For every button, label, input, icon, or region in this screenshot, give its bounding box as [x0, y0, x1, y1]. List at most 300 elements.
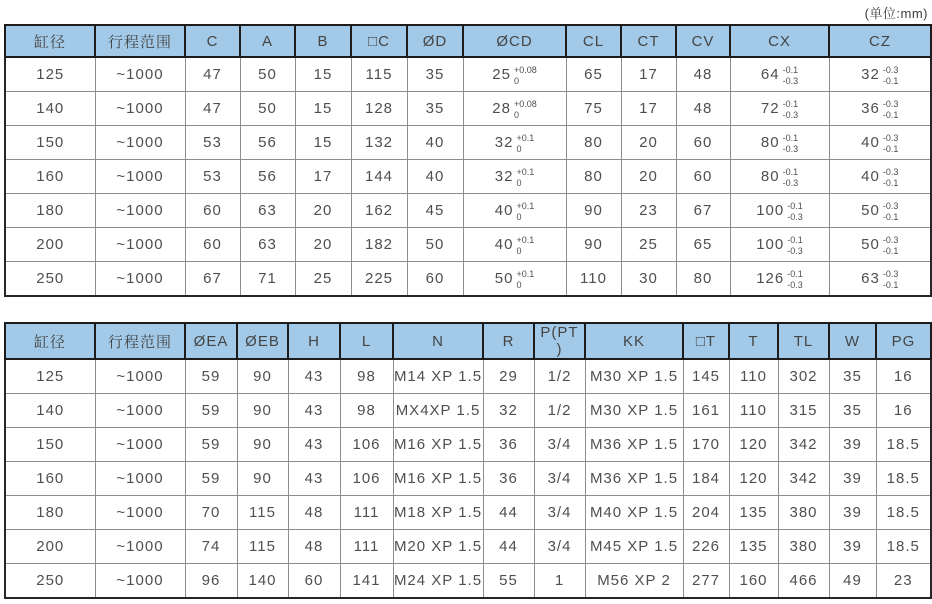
table-cell: 40 [407, 126, 463, 160]
tolerance-stack [883, 269, 899, 290]
column-header: KK [585, 323, 683, 359]
tolerance-lower: -0.1 [882, 177, 899, 188]
toleranced-value [492, 98, 536, 119]
cell-value: 50 [861, 202, 880, 219]
column-header: PG [876, 323, 931, 359]
table-cell: 60 [407, 262, 463, 297]
table-cell [730, 57, 829, 92]
column-header: T [729, 323, 778, 359]
table-cell: 25 [621, 228, 676, 262]
cell-value: 40 [494, 236, 514, 253]
tolerance-stack [883, 235, 899, 256]
table-cell: 47 [185, 57, 240, 92]
table-cell: 39 [829, 428, 876, 462]
table-cell: 56 [240, 126, 295, 160]
table-cell [463, 228, 566, 262]
table-cell: ~1000 [95, 228, 185, 262]
table-cell: 60 [185, 194, 240, 228]
tolerance-lower: -0.3 [787, 211, 803, 222]
cell-value: 64 [760, 66, 780, 83]
column-header: ØEB [237, 323, 288, 359]
tolerance-stack [883, 99, 899, 120]
table-cell: 50 [240, 92, 295, 126]
tolerance-stack [514, 99, 537, 120]
table-cell [463, 92, 566, 126]
table-cell: 200 [5, 228, 95, 262]
table-cell: 32 [483, 394, 534, 428]
table-cell: 132 [351, 126, 407, 160]
table-cell: 55 [483, 564, 534, 599]
table-cell: 20 [295, 194, 351, 228]
table-cell [829, 92, 931, 126]
table-cell: 63 [240, 194, 295, 228]
tolerance-upper: +0.1 [516, 201, 535, 212]
table-cell: 67 [676, 194, 730, 228]
table-cell: 53 [185, 160, 240, 194]
table-cell: 141 [340, 564, 393, 599]
table-cell: 18.5 [876, 462, 931, 496]
table-cell: 226 [683, 530, 729, 564]
toleranced-value [861, 200, 898, 221]
tolerance-stack [883, 65, 899, 86]
table-cell: 65 [566, 57, 621, 92]
table-cell: 90 [566, 194, 621, 228]
cell-value: 40 [861, 134, 880, 151]
column-header: CZ [829, 25, 931, 57]
tolerance-stack [787, 269, 803, 290]
table-cell: M36 XP 1.5 [585, 462, 683, 496]
table-cell: 44 [483, 530, 534, 564]
column-header: CV [676, 25, 730, 57]
table-row [5, 92, 931, 126]
tolerance-stack [516, 235, 534, 256]
header-row [5, 25, 931, 57]
table-row [5, 359, 931, 394]
column-header: N [393, 323, 483, 359]
toleranced-value [861, 64, 898, 85]
tolerance-upper: +0.1 [516, 133, 535, 144]
column-header: CX [730, 25, 829, 57]
table-cell: 20 [621, 126, 676, 160]
table-cell: 80 [566, 160, 621, 194]
table-cell [730, 160, 829, 194]
table-cell: 135 [729, 530, 778, 564]
table-row [5, 194, 931, 228]
column-header: H [288, 323, 340, 359]
table-cell: ~1000 [95, 394, 185, 428]
tolerance-stack [783, 65, 799, 86]
tolerance-lower: 0 [513, 75, 519, 86]
cell-value: 100 [756, 236, 785, 253]
table-cell [829, 57, 931, 92]
table-cell: 204 [683, 496, 729, 530]
tolerance-lower: -0.3 [782, 75, 799, 86]
table-cell: 162 [351, 194, 407, 228]
table-cell: 17 [295, 160, 351, 194]
table-cell: 36 [483, 428, 534, 462]
tolerance-lower: 0 [516, 211, 522, 222]
table-cell: M30 XP 1.5 [585, 359, 683, 394]
cell-value: 80 [760, 168, 780, 185]
table-cell: 140 [5, 92, 95, 126]
table-cell: 225 [351, 262, 407, 297]
table-cell: 71 [240, 262, 295, 297]
table-cell: 20 [295, 228, 351, 262]
toleranced-value [495, 200, 534, 221]
cell-value: 32 [861, 66, 880, 83]
cell-value: 126 [756, 270, 785, 287]
table-cell [829, 194, 931, 228]
table-cell: 380 [778, 496, 829, 530]
tolerance-stack [516, 201, 534, 222]
table-cell: 67 [185, 262, 240, 297]
toleranced-value [861, 268, 898, 289]
table-cell: 48 [288, 496, 340, 530]
tolerance-lower: -0.1 [882, 245, 899, 256]
table-cell: 60 [676, 126, 730, 160]
table-cell: 98 [340, 394, 393, 428]
table-cell: ~1000 [95, 462, 185, 496]
table-cell [463, 57, 566, 92]
column-header: 缸径 [5, 323, 95, 359]
tolerance-lower: 0 [516, 279, 522, 290]
table-cell: 1 [534, 564, 585, 599]
table-cell: 115 [351, 57, 407, 92]
table-cell: 39 [829, 530, 876, 564]
table-cell: 59 [185, 428, 237, 462]
table-cell: 43 [288, 428, 340, 462]
tolerance-upper: -0.3 [882, 201, 899, 212]
table-cell: M40 XP 1.5 [585, 496, 683, 530]
cell-value: 25 [492, 66, 511, 83]
tolerance-stack [783, 167, 799, 188]
table-cell: 29 [483, 359, 534, 394]
table-cell: M45 XP 1.5 [585, 530, 683, 564]
toleranced-value [756, 268, 803, 289]
table-cell: ~1000 [95, 359, 185, 394]
table-cell [730, 194, 829, 228]
table-cell: 44 [483, 496, 534, 530]
table-row [5, 228, 931, 262]
cell-value: 72 [760, 100, 780, 117]
tolerance-upper: +0.1 [516, 167, 535, 178]
tolerance-stack [783, 99, 799, 120]
table-cell: 160 [5, 160, 95, 194]
table-cell: 74 [185, 530, 237, 564]
table-cell: 39 [829, 462, 876, 496]
tolerance-stack [883, 167, 899, 188]
column-header: TL [778, 323, 829, 359]
toleranced-value [761, 166, 798, 187]
column-header: C [185, 25, 240, 57]
tolerance-upper: -0.3 [882, 65, 899, 76]
table-body [5, 57, 931, 296]
table-cell: 145 [683, 359, 729, 394]
table-cell: 180 [5, 496, 95, 530]
column-header: ØD [407, 25, 463, 57]
table-cell [463, 262, 566, 297]
table-cell: 140 [237, 564, 288, 599]
toleranced-value [492, 64, 536, 85]
table-cell: 56 [240, 160, 295, 194]
table-cell: 43 [288, 394, 340, 428]
tolerance-lower: -0.1 [882, 143, 899, 154]
table-cell: 200 [5, 530, 95, 564]
table-cell: M18 XP 1.5 [393, 496, 483, 530]
tolerance-lower: -0.3 [782, 143, 799, 154]
table-cell: 90 [237, 462, 288, 496]
table-cell: 135 [729, 496, 778, 530]
table-cell: 1/2 [534, 359, 585, 394]
table-cell: 59 [185, 359, 237, 394]
table-cell: M16 XP 1.5 [393, 462, 483, 496]
table-cell [730, 262, 829, 297]
table-cell: 150 [5, 428, 95, 462]
table-cell: 180 [5, 194, 95, 228]
table-cell: 18.5 [876, 428, 931, 462]
table-cell: 250 [5, 564, 95, 599]
table-cell: M16 XP 1.5 [393, 428, 483, 462]
table-cell: 80 [566, 126, 621, 160]
tolerance-lower: -0.1 [882, 279, 899, 290]
table-cell: ~1000 [95, 160, 185, 194]
cell-value: 40 [494, 202, 514, 219]
table-cell: 75 [566, 92, 621, 126]
tolerance-stack [787, 235, 803, 256]
column-header: ØCD [463, 25, 566, 57]
table-cell: 30 [621, 262, 676, 297]
cell-value: 40 [861, 168, 880, 185]
toleranced-value [761, 132, 798, 153]
column-header: 行程范围 [95, 25, 185, 57]
table-cell: 90 [566, 228, 621, 262]
table-cell: 106 [340, 428, 393, 462]
tolerance-upper: -0.3 [882, 269, 899, 280]
toleranced-value [861, 98, 898, 119]
table-cell: ~1000 [95, 194, 185, 228]
table-cell: 106 [340, 462, 393, 496]
table-cell: 380 [778, 530, 829, 564]
table-cell [463, 126, 566, 160]
table-cell: 60 [676, 160, 730, 194]
table-cell: 18.5 [876, 496, 931, 530]
table-cell: 36 [483, 462, 534, 496]
table-cell: 48 [288, 530, 340, 564]
column-header: □T [683, 323, 729, 359]
table-cell: 342 [778, 462, 829, 496]
column-header: □C [351, 25, 407, 57]
table-cell: 40 [407, 160, 463, 194]
dimension-table-upper [4, 24, 932, 297]
table-cell: ~1000 [95, 428, 185, 462]
table-cell: 59 [185, 462, 237, 496]
table-cell: M14 XP 1.5 [393, 359, 483, 394]
table-cell: 128 [351, 92, 407, 126]
toleranced-value [756, 200, 803, 221]
table-cell: 35 [829, 394, 876, 428]
table-cell: 98 [340, 359, 393, 394]
table-cell: ~1000 [95, 530, 185, 564]
tolerance-lower: 0 [516, 143, 522, 154]
table-cell: M24 XP 1.5 [393, 564, 483, 599]
column-header: W [829, 323, 876, 359]
table-cell: 49 [829, 564, 876, 599]
tolerance-stack [883, 133, 899, 154]
toleranced-value [495, 268, 534, 289]
tolerance-lower: -0.1 [882, 211, 899, 222]
tolerance-lower: -0.3 [787, 279, 803, 290]
table-cell: 65 [676, 228, 730, 262]
table-cell: 70 [185, 496, 237, 530]
table-cell: 60 [288, 564, 340, 599]
table-cell: 59 [185, 394, 237, 428]
table-cell: 80 [676, 262, 730, 297]
tolerance-stack [516, 133, 534, 154]
tolerance-upper: +0.08 [513, 99, 537, 110]
cell-value: 28 [492, 100, 511, 117]
tolerance-lower: 0 [516, 177, 522, 188]
table-cell: M30 XP 1.5 [585, 394, 683, 428]
table-cell: 60 [185, 228, 240, 262]
table-cell: 17 [621, 92, 676, 126]
cell-value: 32 [494, 134, 514, 151]
table-cell: MX4XP 1.5 [393, 394, 483, 428]
table-cell: 15 [295, 126, 351, 160]
table-cell: ~1000 [95, 564, 185, 599]
table-cell: 184 [683, 462, 729, 496]
table-cell: 35 [407, 57, 463, 92]
cell-value: 32 [494, 168, 514, 185]
table-cell: M20 XP 1.5 [393, 530, 483, 564]
table-cell [463, 160, 566, 194]
table-cell: 3/4 [534, 496, 585, 530]
table-cell [730, 126, 829, 160]
table-cell: 120 [729, 428, 778, 462]
table-body [5, 359, 931, 598]
table-cell: 43 [288, 462, 340, 496]
tolerance-upper: +0.1 [516, 269, 535, 280]
table-cell: 342 [778, 428, 829, 462]
table-row [5, 160, 931, 194]
header-row [5, 323, 931, 359]
table-row [5, 57, 931, 92]
cell-value: 36 [861, 100, 880, 117]
table-cell: 110 [566, 262, 621, 297]
table-cell: ~1000 [95, 92, 185, 126]
table-header [5, 323, 931, 359]
table-cell: 3/4 [534, 530, 585, 564]
table-cell: 35 [829, 359, 876, 394]
table-cell: 1/2 [534, 394, 585, 428]
table-cell: M56 XP 2 [585, 564, 683, 599]
tolerance-stack [514, 65, 537, 86]
table-cell: 250 [5, 262, 95, 297]
table-cell: 170 [683, 428, 729, 462]
cell-value: 50 [494, 270, 514, 287]
table-cell: 90 [237, 359, 288, 394]
table-cell: 111 [340, 496, 393, 530]
tolerance-upper: -0.1 [787, 201, 803, 212]
table-cell: M36 XP 1.5 [585, 428, 683, 462]
table-cell: 160 [5, 462, 95, 496]
table-row [5, 530, 931, 564]
column-header: CT [621, 25, 676, 57]
table-cell: 161 [683, 394, 729, 428]
cell-value: 63 [861, 270, 880, 287]
tolerance-stack [516, 269, 534, 290]
table-cell: 48 [676, 92, 730, 126]
table-cell [463, 194, 566, 228]
table-cell: 120 [729, 462, 778, 496]
tolerance-upper: -0.1 [782, 167, 799, 178]
tolerance-stack [783, 133, 799, 154]
table-cell: 50 [240, 57, 295, 92]
table-cell: 182 [351, 228, 407, 262]
table-cell: 48 [676, 57, 730, 92]
tolerance-stack [883, 201, 899, 222]
column-header: A [240, 25, 295, 57]
tolerance-lower: -0.1 [882, 75, 899, 86]
table-row [5, 126, 931, 160]
cell-value: 80 [760, 134, 780, 151]
tolerance-upper: -0.3 [882, 99, 899, 110]
table-row [5, 564, 931, 599]
table-cell [829, 228, 931, 262]
table-cell: ~1000 [95, 262, 185, 297]
tolerance-upper: -0.1 [787, 235, 803, 246]
table-cell: 16 [876, 394, 931, 428]
toleranced-value [756, 234, 803, 255]
table-cell [730, 92, 829, 126]
table-cell: 50 [407, 228, 463, 262]
table-cell: 302 [778, 359, 829, 394]
table-cell: 144 [351, 160, 407, 194]
tolerance-upper: -0.1 [782, 99, 799, 110]
table-cell: 125 [5, 57, 95, 92]
table-cell: 90 [237, 428, 288, 462]
toleranced-value [761, 98, 798, 119]
tolerance-upper: +0.1 [516, 235, 535, 246]
tolerance-upper: -0.3 [882, 235, 899, 246]
toleranced-value [761, 64, 798, 85]
table-cell: 111 [340, 530, 393, 564]
table-cell: 140 [5, 394, 95, 428]
table-cell: 110 [729, 359, 778, 394]
table-cell: 3/4 [534, 462, 585, 496]
table-row [5, 428, 931, 462]
tolerance-lower: -0.3 [782, 177, 799, 188]
column-header: B [295, 25, 351, 57]
table-cell: 110 [729, 394, 778, 428]
tolerance-lower: 0 [513, 109, 519, 120]
table-cell: 63 [240, 228, 295, 262]
toleranced-value [495, 166, 534, 187]
tolerance-upper: +0.08 [513, 65, 537, 76]
column-header: R [483, 323, 534, 359]
table-cell [829, 126, 931, 160]
table-cell: 115 [237, 530, 288, 564]
table-cell [829, 160, 931, 194]
toleranced-value [861, 234, 898, 255]
tolerance-stack [516, 167, 534, 188]
tolerance-upper: -0.1 [782, 133, 799, 144]
tolerance-lower: -0.3 [782, 109, 799, 120]
unit-label: (单位:mm) [864, 6, 928, 21]
table-row [5, 462, 931, 496]
table-cell: 23 [621, 194, 676, 228]
tolerance-lower: -0.3 [787, 245, 803, 256]
table-header [5, 25, 931, 57]
